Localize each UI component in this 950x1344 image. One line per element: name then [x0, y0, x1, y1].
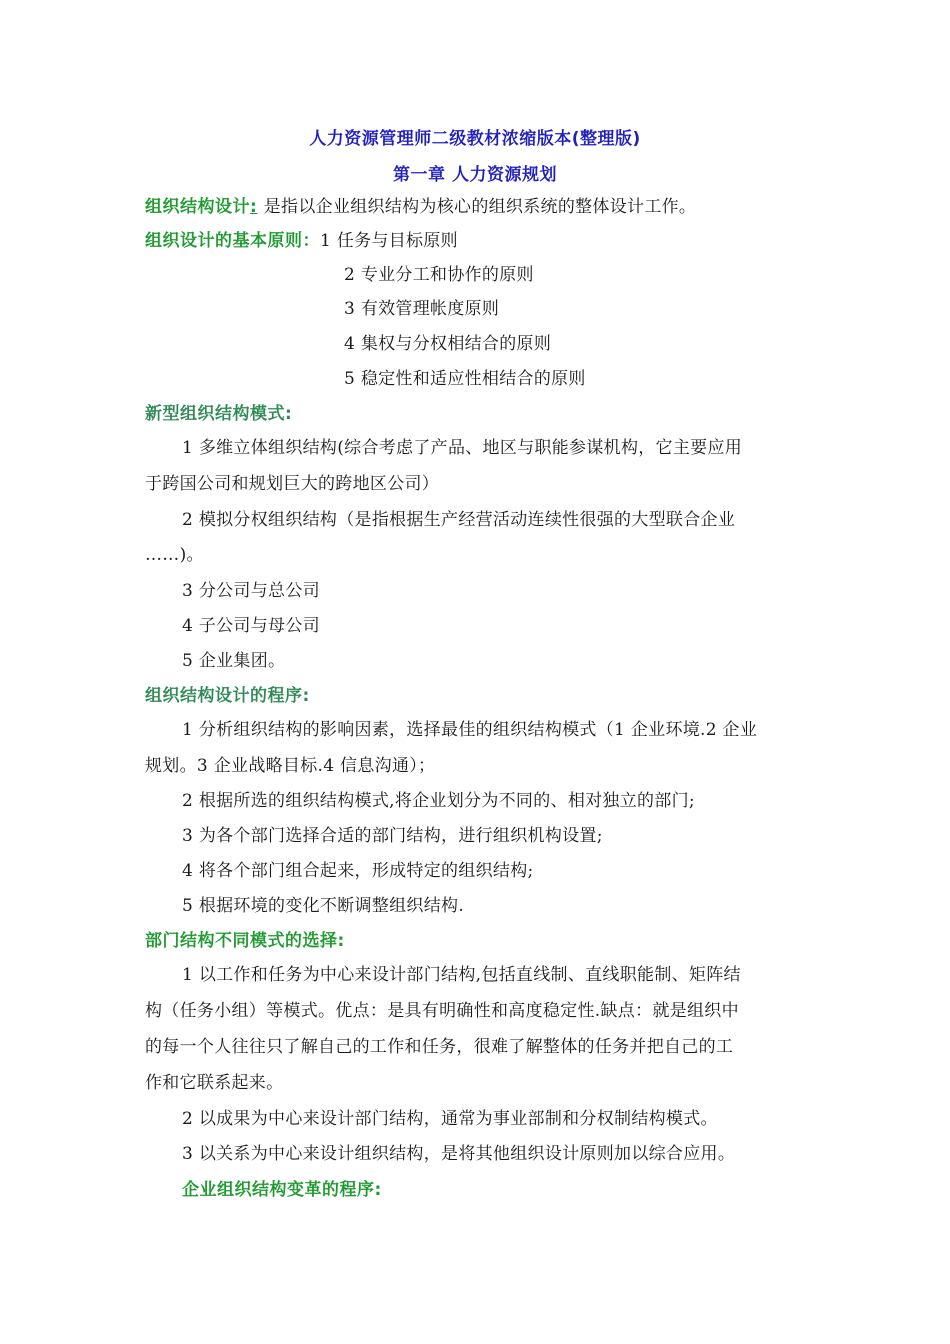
- principle-item: 5 稳定性和适应性相结合的原则: [344, 369, 586, 389]
- body-line: 1 分析组织结构的影响因素，选择最佳的组织结构模式（1 企业环境.2 企业: [182, 720, 758, 740]
- body-line: 2 模拟分权组织结构（是指根据生产经营活动连续性很强的大型联合企业: [182, 510, 736, 530]
- body-line: 4 子公司与母公司: [182, 616, 320, 636]
- body-line: ……)。: [145, 545, 204, 565]
- body-line: 的每一个人往往只了解自己的工作和任务，很难了解整体的任务并把自己的工: [145, 1037, 734, 1057]
- org-design-label: 组织结构设计: [145, 197, 250, 217]
- body-line: 2 根据所选的组织结构模式,将企业划分为不同的、相对独立的部门;: [182, 791, 695, 811]
- body-line: 3 为各个部门选择合适的部门结构，进行组织机构设置;: [182, 826, 603, 846]
- principle-item: 1 任务与目标原则: [320, 231, 458, 251]
- org-design-definition: [145, 195, 696, 219]
- body-line: 规划。3 企业战略目标.4 信息沟通）；: [145, 756, 436, 776]
- dept-models-heading: 部门结构不同模式的选择:: [145, 931, 345, 951]
- chapter-title: 第一章 人力资源规划: [393, 165, 557, 185]
- body-line: 5 企业集团。: [182, 651, 286, 671]
- body-line: 1 多维立体组织结构(综合考虑了产品、地区与职能参谋机构，它主要应用: [182, 438, 743, 458]
- body-line: 5 根据环境的变化不断调整组织结构.: [182, 896, 465, 916]
- principle-item: 4 集权与分权相结合的原则: [344, 334, 552, 354]
- body-line: 4 将各个部门组合起来，形成特定的组织结构;: [182, 861, 534, 881]
- principle-item: 2 专业分工和协作的原则: [344, 265, 534, 285]
- principles-label: 组织设计的基本原则：: [145, 231, 320, 251]
- org-design-text: 是指以企业组织结构为核心的组织系统的整体设计工作。: [263, 197, 697, 217]
- document-title: 人力资源管理师二级教材浓缩版本(整理版): [309, 129, 641, 149]
- new-models-heading: 新型组织结构模式:: [145, 404, 293, 424]
- body-line: 作和它联系起来。: [145, 1073, 284, 1093]
- body-line: 构（任务小组）等模式。优点：是具有明确性和高度稳定性.缺点：就是组织中: [145, 1001, 739, 1021]
- reform-heading: 企业组织结构变革的程序:: [182, 1180, 382, 1200]
- body-line: 于跨国公司和规划巨大的跨地区公司）: [145, 474, 440, 494]
- principles-heading: [145, 229, 458, 253]
- procedure-heading: 组织结构设计的程序:: [145, 686, 310, 706]
- principle-item: 3 有效管理帐度原则: [344, 299, 500, 319]
- body-line: 1 以工作和任务为中心来设计部门结构,包括直线制、直线职能制、矩阵结: [182, 965, 741, 985]
- body-line: 2 以成果为中心来设计部门结构，通常为事业部制和分权制结构模式。: [182, 1109, 718, 1129]
- body-line: 3 分公司与总公司: [182, 581, 320, 601]
- org-design-colon: :: [250, 197, 258, 217]
- body-line: 3 以关系为中心来设计组织结构，是将其他组织设计原则加以综合应用。: [182, 1144, 736, 1164]
